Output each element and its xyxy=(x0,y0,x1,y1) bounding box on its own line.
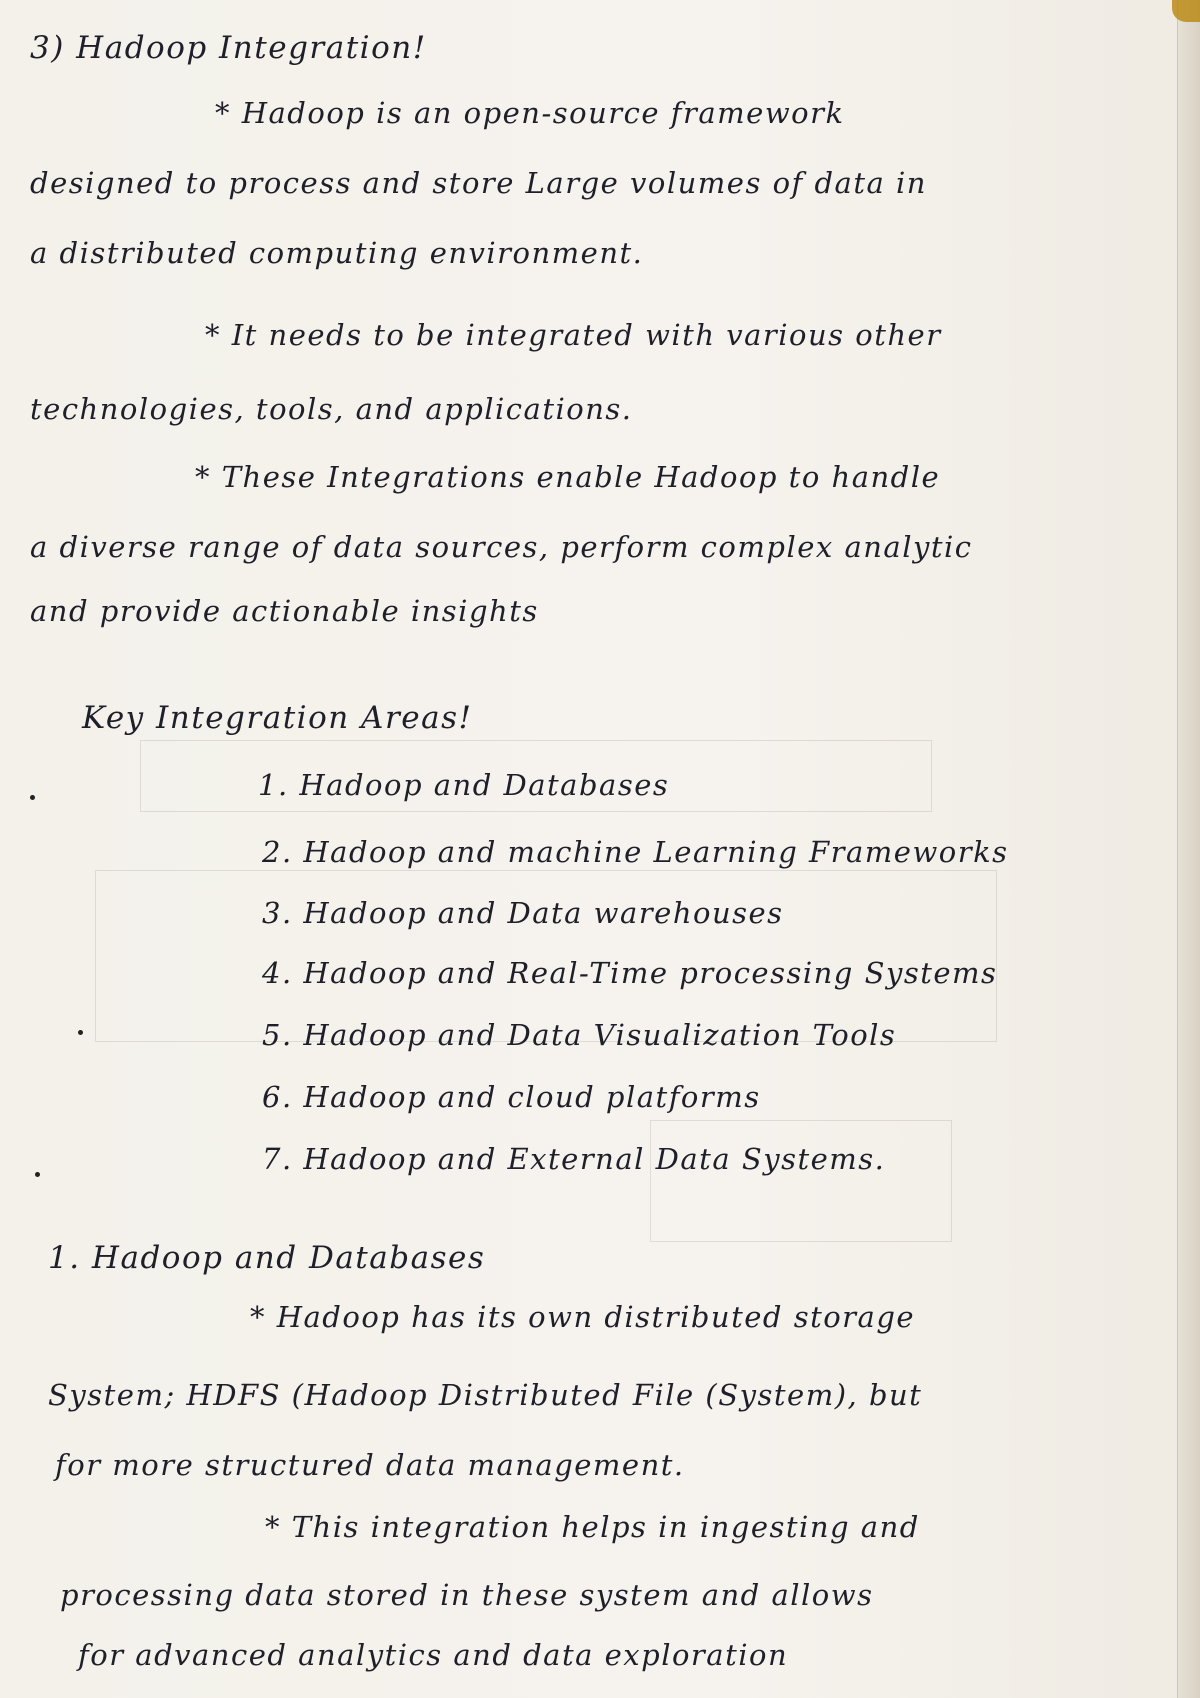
area-item: 5. Hadoop and Data Visualization Tools xyxy=(262,1018,897,1052)
paragraph-line: * Hadoop has its own distributed storage xyxy=(250,1300,916,1334)
paragraph-line: System; HDFS (Hadoop Distributed File (System), but xyxy=(48,1378,923,1412)
paragraph-line: * Hadoop is an open-source framework xyxy=(215,96,845,130)
paragraph-line: a diverse range of data sources, perform complex analytic xyxy=(30,530,973,564)
paragraph-line: for advanced analytics and data exploration xyxy=(78,1638,789,1672)
paragraph-line: designed to process and store Large volumes of data in xyxy=(30,166,927,200)
corner-mark xyxy=(1172,0,1200,22)
paragraph-line: * It needs to be integrated with various other xyxy=(205,318,942,352)
area-item: 1. Hadoop and Databases xyxy=(258,768,670,802)
paragraph-line: * These Integrations enable Hadoop to handle xyxy=(195,460,941,494)
section-heading: 1. Hadoop and Databases xyxy=(48,1240,486,1276)
key-areas-heading: Key Integration Areas! xyxy=(82,700,473,736)
area-item: 4. Hadoop and Real-Time processing Systems xyxy=(262,956,998,990)
paragraph-line: technologies, tools, and applications. xyxy=(30,392,633,426)
page-title: 3) Hadoop Integration! xyxy=(30,30,427,66)
margin-dot xyxy=(78,1030,83,1035)
paragraph-line: processing data stored in these system and allows xyxy=(60,1578,874,1612)
paragraph-line: and provide actionable insights xyxy=(30,594,539,628)
margin-dot xyxy=(30,795,35,800)
area-item: 7. Hadoop and External Data Systems. xyxy=(262,1142,886,1176)
area-item: 2. Hadoop and machine Learning Frameworks xyxy=(262,835,1009,869)
paragraph-line: a distributed computing environment. xyxy=(30,236,644,270)
area-item: 6. Hadoop and cloud platforms xyxy=(262,1080,761,1114)
bleed-through-box xyxy=(650,1120,952,1242)
paragraph-line: * This integration helps in ingesting and xyxy=(265,1510,920,1544)
page-edge xyxy=(1177,0,1200,1698)
paragraph-line: for more structured data management. xyxy=(55,1448,685,1482)
margin-dot xyxy=(35,1172,40,1177)
area-item: 3. Hadoop and Data warehouses xyxy=(262,896,784,930)
